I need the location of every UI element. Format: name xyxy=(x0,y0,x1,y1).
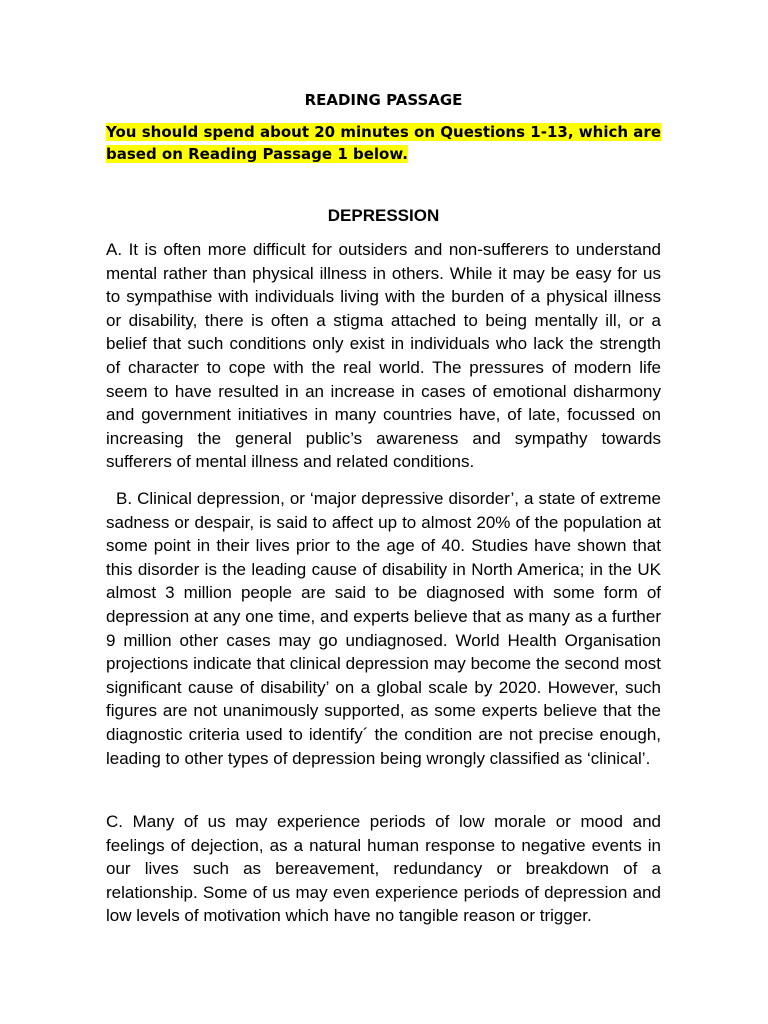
paragraph-c: C. Many of us may experience periods of low morale or mood and feelings of dejection, as a natural human response to negative events in our lives such as bereavement, redundancy or breakdown of a relationship. Some of us may even experience periods of depression and low levels of motivation which have no tangible reason or trigger. xyxy=(106,812,661,926)
passage-title: DEPRESSION xyxy=(327,206,440,225)
document-title: READING PASSAGE xyxy=(304,91,463,109)
paragraph-a: A. It is often more difficult for outsiders and non-sufferers to understand mental rather than physical illness in others. While it may be easy for us to sympathise with individuals living with the burden of a physical illness or disability, there is often a stigma attached to being mentally ill, or a belief that such conditions only exist in individuals who lack the strength of character to cope with the real world. The pressures of modern life seem to have resulted in an increase in cases of emotional disharmony and government initiatives in many countries have, of late, focussed on increasing the general public’s awareness and sympathy towards sufferers of mental illness and related conditions. xyxy=(106,240,661,472)
paragraph-b: B. Clinical depression, or ‘major depressive disorder’, a state of extreme sadness or despair, is said to affect up to almost 20% of the population at some point in their lives prior to the age of 40. Studies have shown that this disorder is the leading cause of disability in North America; in the UK almost 3 million people are said to be diagnosed with some form of depression at any one time, and experts believe that as many as a further 9 million other cases may go undiagnosed. World Health Organisation projections indicate that clinical depression may become the second most significant cause of disability’ on a global scale by 2020. However, such figures are not unanimously supported, as some experts believe that the diagnostic criteria used to identify´ the condition are not precise enough, leading to other types of depression being wrongly classified as ‘clinical’. xyxy=(106,489,661,768)
instructions-text xyxy=(106,121,661,165)
instructions-highlight: You should spend about 20 minutes on Questions 1-13, which are based on Reading Passage 1 below. xyxy=(106,123,661,163)
